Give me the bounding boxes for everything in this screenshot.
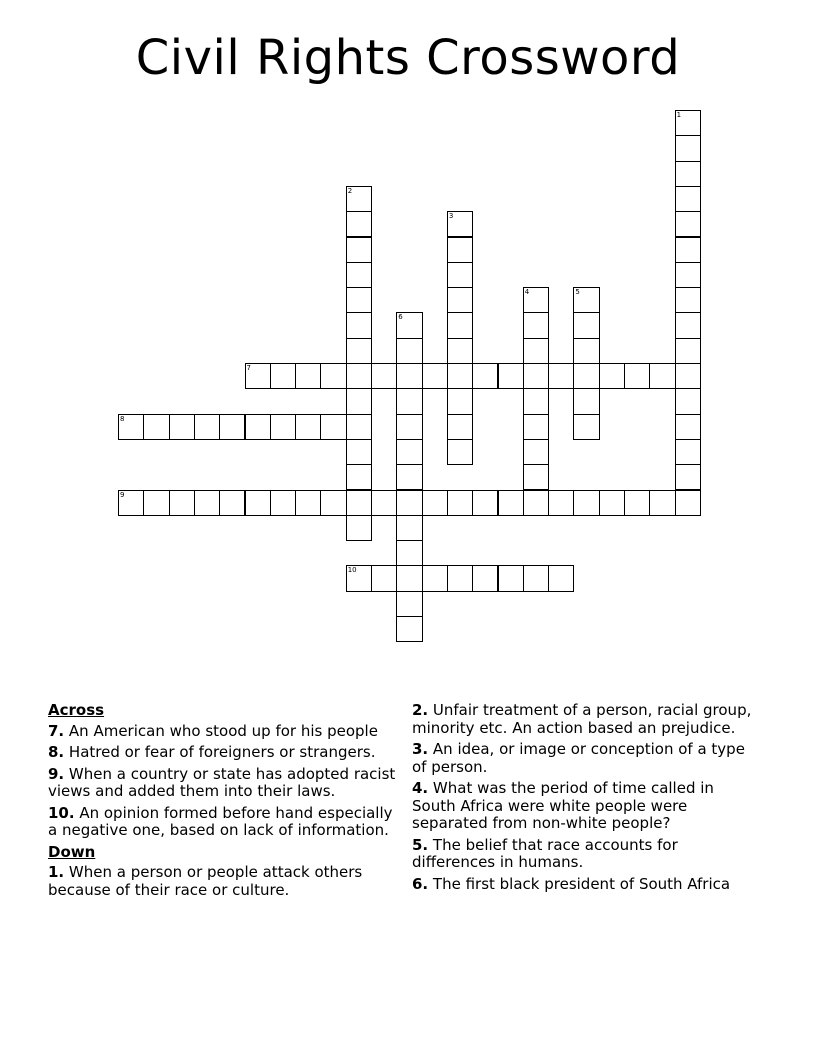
- down-clue-list: [48, 864, 406, 899]
- grid-cell[interactable]: [245, 490, 271, 516]
- clue-number-label: 10.: [48, 803, 75, 822]
- grid-cell[interactable]: [396, 464, 422, 490]
- grid-cell[interactable]: [396, 616, 422, 642]
- across-clue: [48, 766, 406, 801]
- grid-cell[interactable]: [346, 262, 372, 288]
- grid-cell[interactable]: [447, 211, 473, 237]
- grid-cell[interactable]: [573, 388, 599, 414]
- grid-cell[interactable]: [675, 388, 701, 414]
- grid-cell[interactable]: [447, 287, 473, 313]
- grid-cell[interactable]: [169, 414, 195, 440]
- down-clue: [412, 702, 752, 737]
- grid-cell[interactable]: [447, 439, 473, 465]
- down-heading: Down: [48, 842, 96, 861]
- grid-cell[interactable]: [675, 439, 701, 465]
- grid-cell[interactable]: [143, 414, 169, 440]
- grid-cell[interactable]: [118, 414, 144, 440]
- grid-cell[interactable]: [675, 262, 701, 288]
- down-clue: [412, 837, 752, 872]
- grid-cell[interactable]: [447, 565, 473, 591]
- grid-cell[interactable]: [573, 312, 599, 338]
- clue-number: 1: [676, 111, 682, 119]
- grid-cell[interactable]: [346, 565, 372, 591]
- grid-cell[interactable]: [346, 287, 372, 313]
- grid-cell[interactable]: [346, 237, 372, 263]
- grid-cell[interactable]: [396, 388, 422, 414]
- grid-cell[interactable]: [194, 414, 220, 440]
- grid-cell[interactable]: [599, 363, 625, 389]
- grid-cell[interactable]: [371, 565, 397, 591]
- grid-cell[interactable]: [675, 414, 701, 440]
- grid-cell[interactable]: [346, 414, 372, 440]
- grid-cell[interactable]: [523, 464, 549, 490]
- grid-cell[interactable]: [675, 211, 701, 237]
- grid-cell[interactable]: [573, 363, 599, 389]
- grid-cell[interactable]: [245, 414, 271, 440]
- grid-cell[interactable]: [548, 363, 574, 389]
- grid-cell[interactable]: [675, 464, 701, 490]
- down-clue: [412, 741, 752, 776]
- grid-cell[interactable]: [675, 312, 701, 338]
- grid-cell[interactable]: [649, 363, 675, 389]
- grid-cell[interactable]: [675, 490, 701, 516]
- clue-number: 9: [120, 490, 125, 499]
- grid-cell[interactable]: [523, 439, 549, 465]
- grid-cell[interactable]: [245, 363, 271, 389]
- clue-number-label: 6.: [412, 874, 429, 893]
- clue-text: An idea, or image or conception of a type of person.: [412, 740, 745, 776]
- grid-cell[interactable]: [422, 565, 448, 591]
- clue-number: 8: [120, 414, 125, 423]
- grid-cell[interactable]: [523, 363, 549, 389]
- clue-number-label: 7.: [48, 721, 65, 740]
- down-clue: [412, 876, 752, 894]
- grid-cell[interactable]: [649, 490, 675, 516]
- grid-cell[interactable]: [270, 363, 296, 389]
- grid-cell[interactable]: [295, 363, 321, 389]
- grid-cell[interactable]: [447, 237, 473, 263]
- across-heading: Across: [48, 701, 105, 719]
- grid-cell[interactable]: [320, 363, 346, 389]
- grid-cell[interactable]: [523, 414, 549, 440]
- grid-cell[interactable]: [498, 565, 524, 591]
- grid-cell[interactable]: [523, 388, 549, 414]
- across-clue: [48, 723, 406, 741]
- grid-cell[interactable]: [194, 490, 220, 516]
- clue-number-label: 5.: [412, 835, 429, 854]
- clue-number: 6: [398, 313, 403, 322]
- grid-cell[interactable]: [118, 490, 144, 516]
- clue-number-label: 1.: [48, 863, 65, 881]
- grid-cell[interactable]: [675, 135, 701, 161]
- clue-text: What was the period of time called in South Africa were white people were separated from non-white people?: [412, 779, 714, 832]
- grid-cell[interactable]: [548, 565, 574, 591]
- grid-cell[interactable]: [346, 338, 372, 364]
- grid-cell[interactable]: [447, 363, 473, 389]
- grid-cell[interactable]: [346, 515, 372, 541]
- grid-cell[interactable]: [472, 363, 498, 389]
- grid-cell[interactable]: [472, 565, 498, 591]
- clue-number-label: 4.: [412, 779, 429, 797]
- grid-cell[interactable]: [498, 363, 524, 389]
- grid-cell[interactable]: [573, 414, 599, 440]
- grid-cell[interactable]: [675, 161, 701, 187]
- clue-number: 10: [347, 566, 357, 575]
- grid-cell[interactable]: [422, 363, 448, 389]
- puzzle-title: Civil Rights Crossword: [135, 30, 681, 86]
- clue-text: An opinion formed before hand especially a negative one, based on lack of information.: [48, 803, 393, 839]
- grid-cell[interactable]: [675, 237, 701, 263]
- grid-cell[interactable]: [396, 490, 422, 516]
- grid-cell[interactable]: [396, 565, 422, 591]
- grid-cell[interactable]: [143, 490, 169, 516]
- grid-cell[interactable]: [219, 490, 245, 516]
- grid-cell[interactable]: [675, 287, 701, 313]
- clue-text: The belief that race accounts for differences in humans.: [412, 835, 678, 871]
- clue-text: Hatred or fear of foreigners or strangers.: [64, 743, 376, 761]
- grid-cell[interactable]: [396, 540, 422, 566]
- clue-number: 2: [347, 186, 353, 195]
- grid-cell[interactable]: [346, 312, 372, 338]
- grid-cell[interactable]: [447, 338, 473, 364]
- grid-cell[interactable]: [169, 490, 195, 516]
- grid-cell[interactable]: [548, 490, 574, 516]
- grid-cell[interactable]: [523, 565, 549, 591]
- grid-cell[interactable]: [498, 490, 524, 516]
- grid-cell[interactable]: [523, 338, 549, 364]
- grid-cell[interactable]: [396, 363, 422, 389]
- clues-right-column: [412, 702, 752, 897]
- grid-cell[interactable]: [447, 262, 473, 288]
- grid-cell[interactable]: [371, 490, 397, 516]
- grid-cell[interactable]: [599, 490, 625, 516]
- clue-number-label: 2.: [412, 701, 429, 719]
- grid-cell[interactable]: [396, 515, 422, 541]
- grid-cell[interactable]: [346, 464, 372, 490]
- clue-text: An American who stood up for his people: [64, 721, 378, 740]
- grid-cell[interactable]: [396, 338, 422, 364]
- clue-text: Unfair treatment of a person, racial group, minority etc. An action based an prejudice.: [412, 701, 752, 737]
- grid-cell[interactable]: [675, 110, 701, 136]
- clue-number-label: 9.: [48, 764, 65, 783]
- grid-cell[interactable]: [346, 388, 372, 414]
- down-clue-list-continued: [412, 702, 752, 893]
- grid-cell[interactable]: [346, 186, 372, 212]
- across-clue: [48, 805, 406, 840]
- clues-left-column: [48, 702, 406, 903]
- grid-cell[interactable]: [447, 388, 473, 414]
- grid-cell[interactable]: [675, 338, 701, 364]
- grid-cell[interactable]: [422, 490, 448, 516]
- clue-number: 7: [246, 364, 251, 372]
- clue-text: When a person or people attack others because of their race or culture.: [48, 863, 363, 899]
- grid-cell[interactable]: [396, 439, 422, 465]
- grid-cell[interactable]: [396, 414, 422, 440]
- clue-number: 4: [524, 288, 530, 297]
- grid-cell[interactable]: [472, 490, 498, 516]
- grid-cell[interactable]: [295, 490, 321, 516]
- grid-cell[interactable]: [396, 312, 422, 338]
- grid-cell[interactable]: [320, 490, 346, 516]
- across-clue-list: [48, 723, 406, 840]
- grid-cell[interactable]: [573, 287, 599, 313]
- grid-cell[interactable]: [447, 414, 473, 440]
- grid-cell[interactable]: [270, 490, 296, 516]
- grid-cell[interactable]: [346, 439, 372, 465]
- grid-cell[interactable]: [346, 490, 372, 516]
- grid-cell[interactable]: [624, 490, 650, 516]
- clue-text: The first black president of South Africa: [428, 874, 731, 893]
- down-clue: [48, 864, 406, 899]
- grid-cell[interactable]: [624, 363, 650, 389]
- grid-cell[interactable]: [346, 363, 372, 389]
- grid-cell[interactable]: [523, 312, 549, 338]
- grid-cell[interactable]: [270, 414, 296, 440]
- clue-text: When a country or state has adopted racist views and added them into their laws.: [48, 764, 396, 800]
- down-clue: [412, 780, 752, 833]
- grid-cell[interactable]: [447, 490, 473, 516]
- grid-cell[interactable]: [573, 490, 599, 516]
- grid-cell[interactable]: [523, 287, 549, 313]
- grid-cell[interactable]: [447, 312, 473, 338]
- clue-number: 3: [448, 212, 454, 221]
- grid-cell[interactable]: [320, 414, 346, 440]
- grid-cell[interactable]: [346, 211, 372, 237]
- grid-cell[interactable]: [396, 591, 422, 617]
- clue-number: 5: [575, 288, 580, 297]
- grid-cell[interactable]: [371, 363, 397, 389]
- grid-cell[interactable]: [675, 363, 701, 389]
- clue-number-label: 8.: [48, 743, 65, 761]
- grid-cell[interactable]: [573, 338, 599, 364]
- across-clue: [48, 744, 406, 762]
- grid-cell[interactable]: [295, 414, 321, 440]
- grid-cell[interactable]: [523, 490, 549, 516]
- clue-number-label: 3.: [412, 740, 429, 758]
- grid-cell[interactable]: [219, 414, 245, 440]
- grid-cell[interactable]: [675, 186, 701, 212]
